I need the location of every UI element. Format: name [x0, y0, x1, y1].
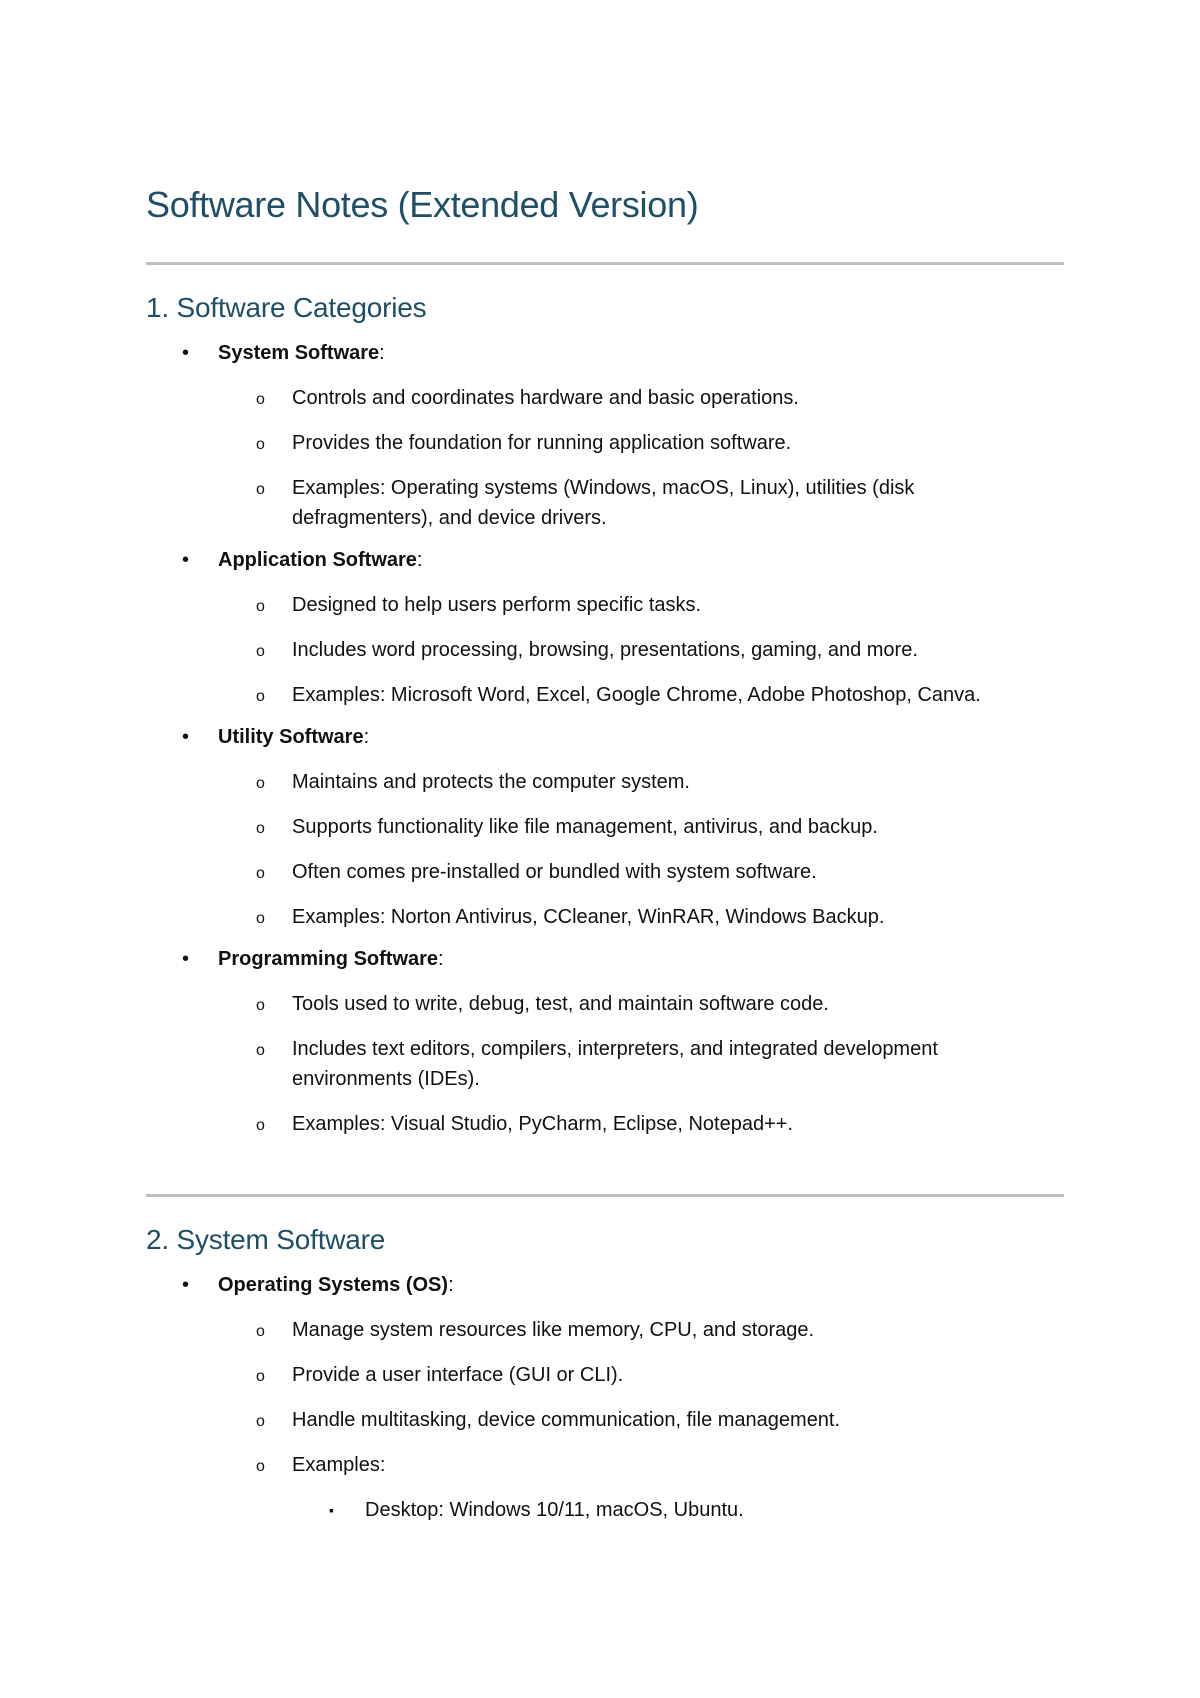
item-suffix: :: [363, 726, 370, 748]
circle-bullet-icon: o: [256, 598, 265, 615]
sub-list: [218, 989, 1064, 1139]
circle-bullet-icon: o: [256, 820, 265, 837]
sub-list-item: o Controls and coordinates hardware and basic operations.: [146, 383, 1064, 413]
circle-bullet-icon: o: [256, 1413, 265, 1430]
circle-bullet-icon: o: [256, 1323, 265, 1340]
circle-bullet-icon: o: [256, 1368, 265, 1385]
item-suffix: :: [448, 1274, 454, 1296]
circle-bullet-icon: o: [256, 643, 265, 660]
sub-list: [218, 383, 1064, 533]
sub-list-item: o Provide a user interface (GUI or CLI).: [146, 1360, 1064, 1390]
sub-list-item: o Includes text editors, compilers, interpreters, and integrated development environments (IDEs).: [256, 1038, 938, 1090]
bullet-icon: •: [182, 549, 190, 571]
list-item-programming-software: [146, 944, 1064, 1139]
circle-bullet-icon: o: [256, 688, 265, 705]
sub-list-item: o Includes word processing, browsing, presentations, gaming, and more.: [146, 635, 1064, 665]
sub-list: [218, 1315, 1064, 1525]
circle-bullet-icon: o: [256, 391, 265, 408]
circle-bullet-icon: o: [256, 1117, 265, 1134]
bullet-icon: •: [182, 342, 190, 364]
sub-list-item: o Examples: Microsoft Word, Excel, Google Chrome, Adobe Photoshop, Canva.: [146, 680, 1064, 710]
sub-list-item: o Handle multitasking, device communication, file management.: [146, 1405, 1064, 1435]
sub-list-item: o Provides the foundation for running application software.: [146, 428, 1064, 458]
sub-list-item: o Examples: Norton Antivirus, CCleaner, WinRAR, Windows Backup.: [146, 902, 1064, 932]
horizontal-rule: [146, 1194, 1064, 1197]
horizontal-rule: [146, 262, 1064, 265]
sub-list-item: o Examples: ▪ Desktop: Windows 10/11, macOS, Ubuntu.: [146, 1450, 1064, 1525]
item-suffix: :: [379, 342, 385, 364]
sub-sub-list: [292, 1495, 1064, 1525]
bullet-icon: •: [182, 1274, 190, 1296]
sub-list: [218, 767, 1064, 932]
section-heading: 1. Software Categories: [146, 292, 427, 323]
sub-list-item: o Often comes pre-installed or bundled with system software.: [146, 857, 1064, 887]
item-suffix: :: [416, 549, 423, 571]
section-heading: 2. System Software: [146, 1224, 386, 1255]
square-bullet-icon: ▪: [329, 1502, 334, 1518]
section-software-categories: [146, 290, 1064, 1139]
circle-bullet-icon: o: [256, 910, 265, 927]
sub-list-item: o Tools used to write, debug, test, and maintain software code.: [146, 989, 1064, 1019]
item-suffix: :: [438, 948, 444, 970]
circle-bullet-icon: o: [256, 997, 265, 1014]
circle-bullet-icon: o: [256, 775, 265, 792]
item-label: Utility Software: [218, 726, 364, 748]
bullet-list: [146, 1270, 1064, 1525]
item-label: Programming Software: [218, 948, 439, 970]
circle-bullet-icon: o: [256, 1458, 265, 1475]
page-title: Software Notes (Extended Version): [146, 184, 699, 225]
sub-sub-list-item: ▪ Desktop: Windows 10/11, macOS, Ubuntu.: [292, 1495, 1064, 1525]
circle-bullet-icon: o: [256, 865, 265, 882]
item-label: Operating Systems (OS): [218, 1274, 449, 1296]
sub-list-item: o Examples: Operating systems (Windows, macOS, Linux), utilities (disk defragmenters), and device drivers.: [256, 477, 915, 529]
sub-list-item: o Designed to help users perform specific tasks.: [146, 590, 1064, 620]
circle-bullet-icon: o: [256, 436, 265, 453]
circle-bullet-icon: o: [256, 481, 265, 498]
list-item-operating-systems: [146, 1270, 1064, 1525]
list-item-utility-software: [146, 722, 1064, 932]
bullet-icon: •: [182, 726, 190, 748]
item-label: Application Software: [218, 549, 417, 571]
bullet-icon: •: [182, 948, 190, 970]
item-label: System Software: [218, 342, 380, 364]
section-system-software: [146, 1222, 1064, 1525]
list-item-system-software: [146, 338, 1064, 533]
sub-list-item: o Examples: Visual Studio, PyCharm, Eclipse, Notepad++.: [146, 1109, 1064, 1139]
list-item-application-software: [146, 545, 1064, 710]
sub-list-item: o Manage system resources like memory, CPU, and storage.: [146, 1315, 1064, 1345]
sub-list: [218, 590, 1064, 710]
circle-bullet-icon: o: [256, 1042, 265, 1059]
sub-list-item: o Supports functionality like file management, antivirus, and backup.: [146, 812, 1064, 842]
bullet-list: [146, 338, 1064, 1139]
sub-list-item: o Maintains and protects the computer system.: [146, 767, 1064, 797]
